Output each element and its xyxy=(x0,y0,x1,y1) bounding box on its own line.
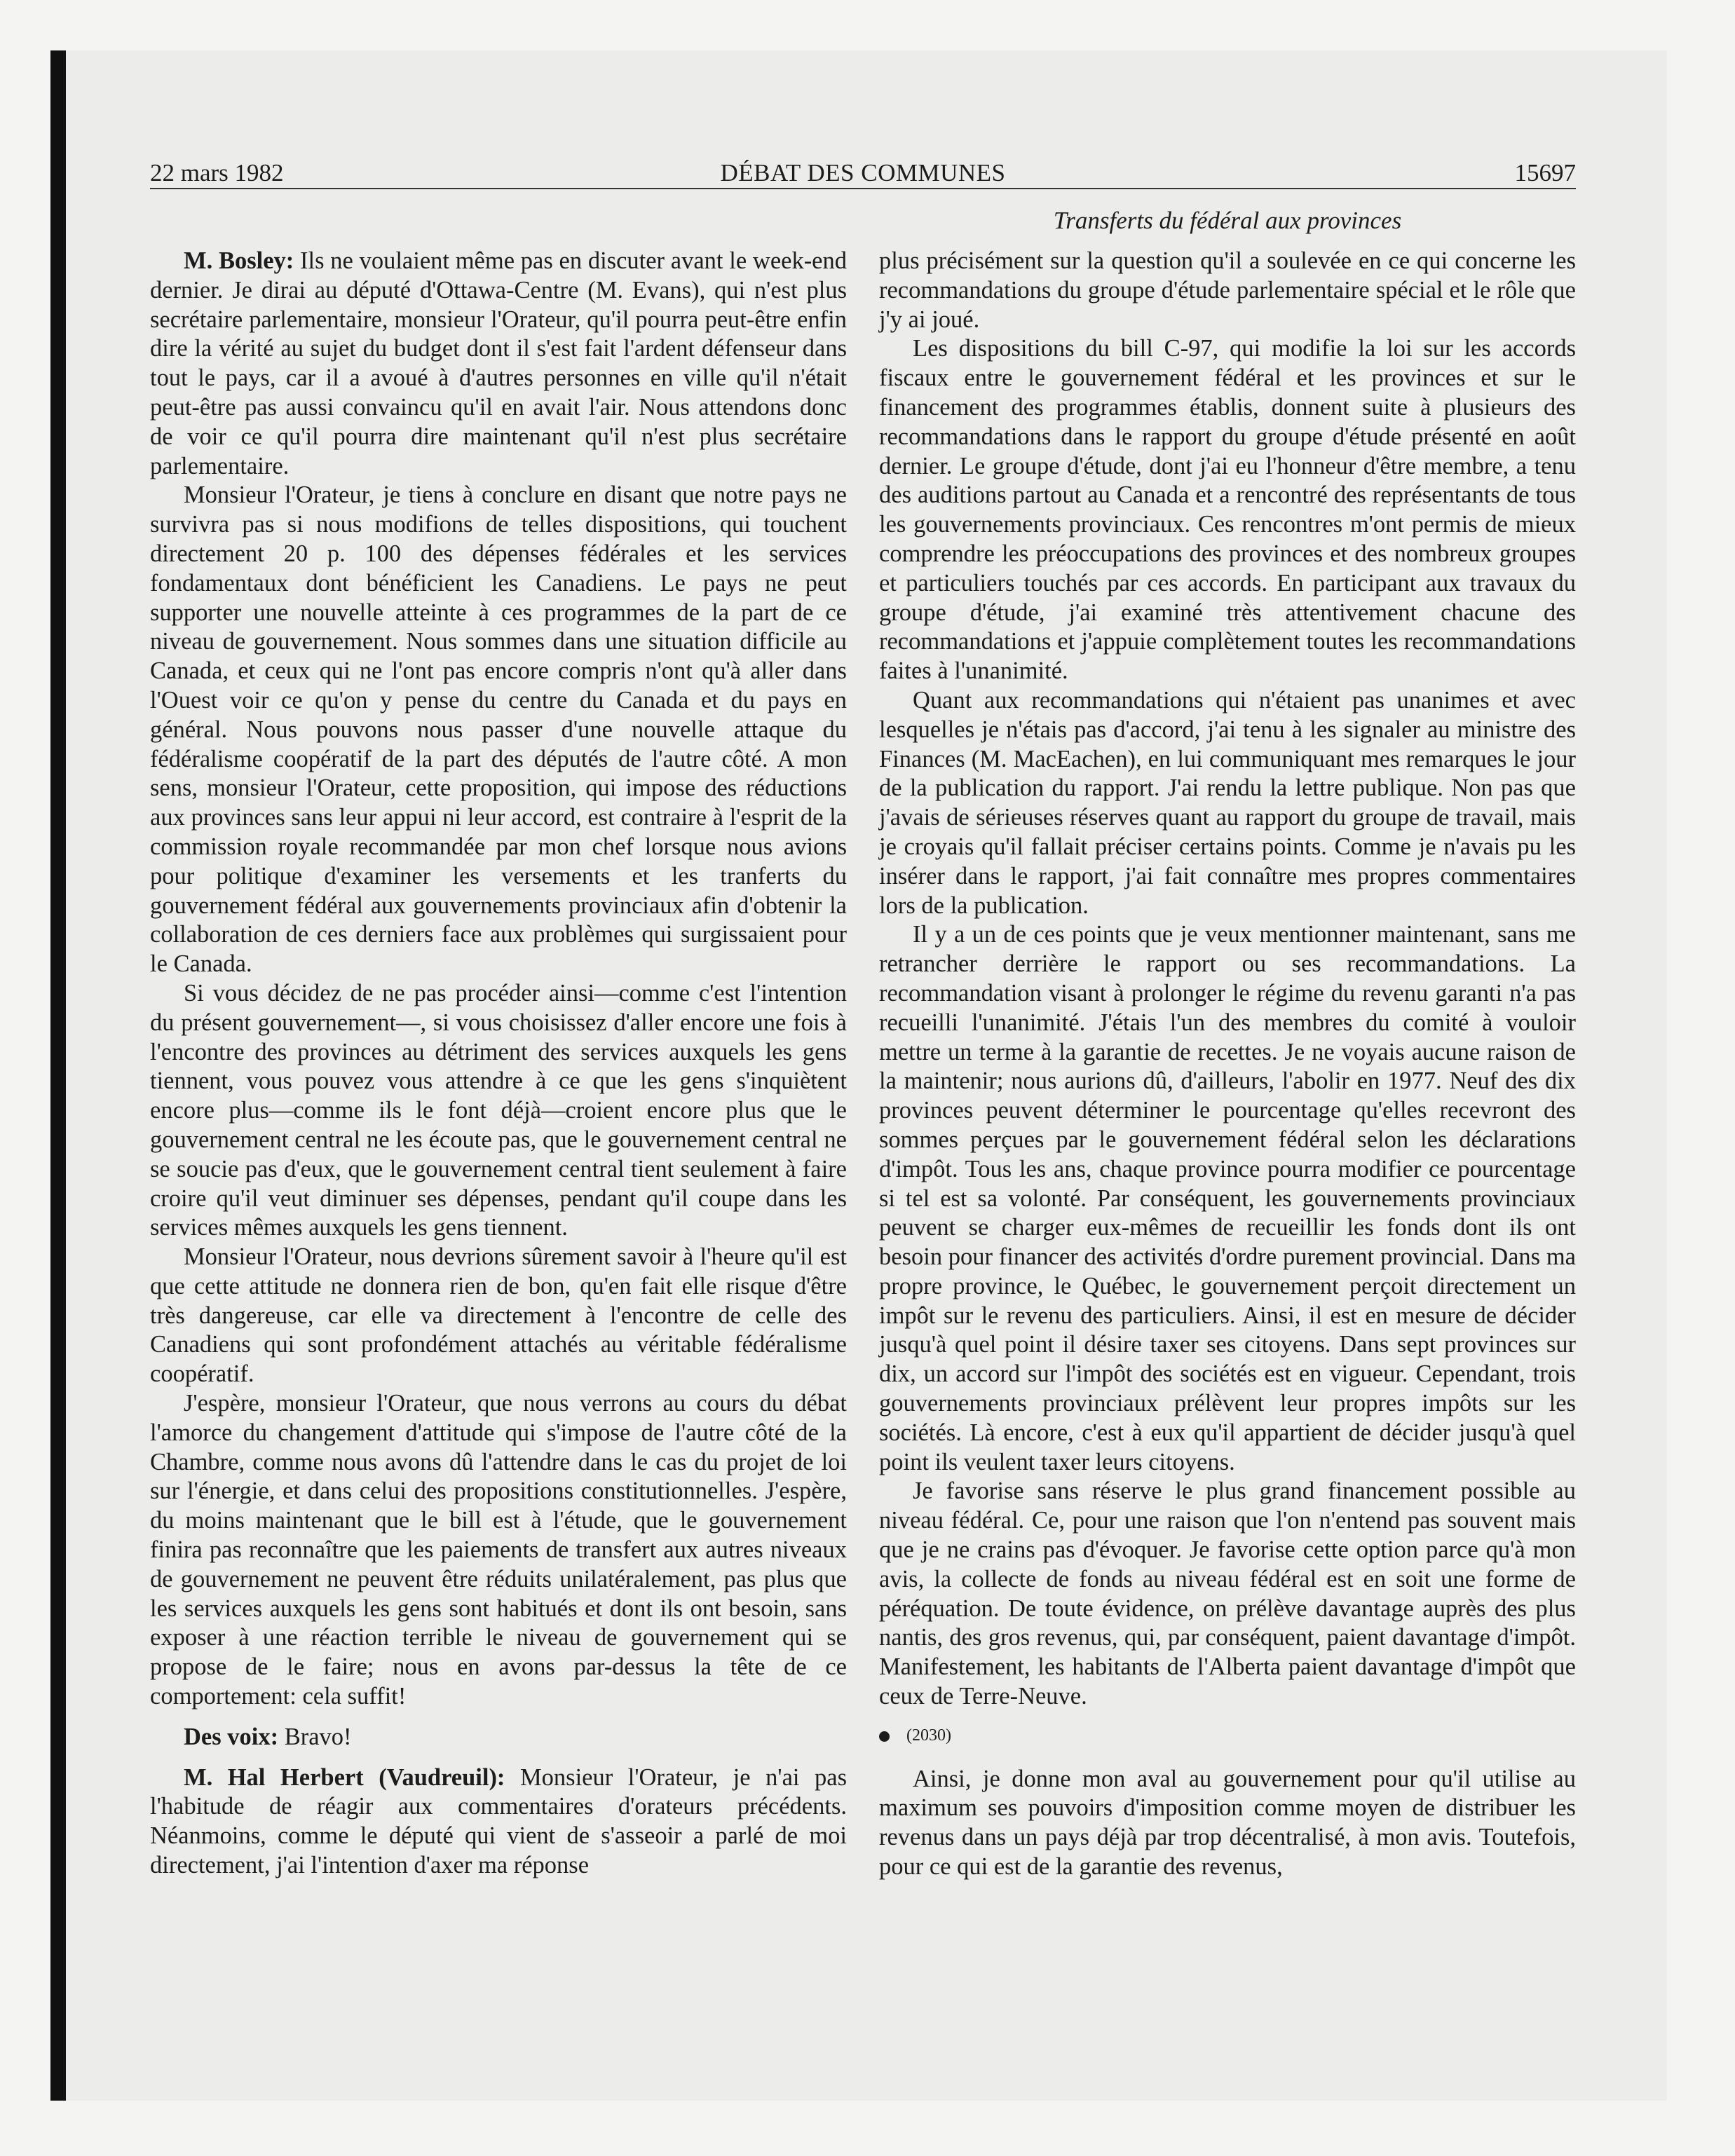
paragraph xyxy=(150,1723,847,1752)
paragraph: Si vous décidez de ne pas procéder ainsi—comme c'est l'intention du présent gouvernement—, si vous choisissez d'aller encore une fois à l'encontre des provinces au détriment des services auxquels les gens tiennent, vous pouvez vous attendre à ce que les gens s'inquiètent encore plus—comme ils le font déjà—croient encore plus que le gouvernement central ne les écoute pas, que le gouvernement central ne se soucie pas d'eux, que le gouvernement central tient seulement à faire croire qu'il veut diminuer ses dépenses, pendant qu'il coupe dans les services mêmes auxquels les gens tiennent. xyxy=(150,979,847,1241)
speaker-name: M. Bosley: xyxy=(184,247,294,274)
speech-text: Monsieur l'Orateur, je n'ai pas l'habitude de réagir aux commentaires d'orateurs précédents. Néanmoins, comme le député qui vient de s'asseoir a parlé de moi directement, j'ai l'intention d'axer ma réponse xyxy=(150,1763,848,1879)
left-column xyxy=(150,247,847,1881)
timestamp xyxy=(879,1721,1576,1751)
header-date: 22 mars 1982 xyxy=(150,159,284,186)
speaker-name: M. Hal Herbert (Vaudreuil): xyxy=(184,1763,505,1791)
speaker-name: Des voix: xyxy=(184,1723,279,1750)
timestamp-text: (2030) xyxy=(906,1726,951,1745)
paragraph xyxy=(150,247,847,481)
paragraph: Monsieur l'Orateur, nous devrions sûrement savoir à l'heure qu'il est que cette attitude ne donnera rien de bon, qu'en fait elle risque d'être très dangereuse, car elle va directement à l'encontre de celle des Canadiens qui sont profondément attachés au véritable fédéralisme coopératif. xyxy=(150,1243,847,1388)
paragraph: Il y a un de ces points que je veux mentionner maintenant, sans me retrancher derrière le rapport ou ses recommandations. La recommandation visant à prolonger le régime du revenu garanti n'a pas recueilli l'unanimité. J'étais l'un des membres du comité à vouloir mettre un terme à la garantie de recettes. Je ne voyais aucune raison de la maintenir; nous aurions dû, d'ailleurs, l'abolir en 1977. Neuf des dix provinces peuvent déterminer le pourcentage qu'elles recevront des sommes perçues par le gouvernement fédéral selon les déclarations d'impôt. Tous les ans, chaque province pourra modifier ce pourcentage si tel est sa volonté. Par conséquent, les gouvernements provinciaux peuvent se charger eux-mêmes de recueillir les fonds dont ils ont besoin pour financer des activités d'ordre purement provincial. Dans ma propre province, le Québec, le gouvernement perçoit directement un impôt sur le revenu des particuliers. Ainsi, il est en mesure de décider jusqu'à quel point il désire taxer ses citoyens. Dans sept provinces sur dix, un accord sur l'impôt des sociétés est en vigueur. Cependant, trois gouvernements provinciaux prélèvent leur propres impôts sur les sociétés. Là encore, c'est à eux qu'il appartient de décider jusqu'à quel point ils veulent taxer leurs citoyens. xyxy=(879,921,1576,1475)
header-rule xyxy=(150,188,1576,189)
header-page-number: 15697 xyxy=(1514,159,1576,186)
section-title: Transferts du fédéral aux provinces xyxy=(1053,207,1402,234)
paragraph: Quant aux recommandations qui n'étaient pas unanimes et avec lesquelles je n'étais pas d'accord, j'ai tenu à les signaler au ministre des Finances (M. MacEachen), en lui communiquant mes remarques le jour de la publication du rapport. J'ai rendu la lettre publique. Non pas que j'avais de sérieuses réserves quant au rapport du groupe de travail, mais je croyais qu'il fallait préciser certains points. Comme je n'avais pu les insérer dans le rapport, j'ai fait connaître mes propres commentaires lors de la publication. xyxy=(879,686,1576,919)
paragraph: Monsieur l'Orateur, je tiens à conclure en disant que notre pays ne survivra pas si nous modifions de telles dispositions, qui touchent directement 20 p. 100 des dépenses fédérales et les services fondamentaux dont bénéficient les Canadiens. Le pays ne peut supporter une nouvelle atteinte à ces programmes de la part de ce niveau de gouvernement. Nous sommes dans une situation difficile au Canada, et ceux qui ne l'ont pas encore compris n'ont qu'à aller dans l'Ouest voir ce qu'on y pense du centre du Canada et du pays en général. Nous pouvons nous passer d'une nouvelle attaque du fédéralisme coopératif de la part des députés de l'autre côté. A mon sens, monsieur l'Orateur, cette proposition, qui impose des réductions aux provinces sans leur appui ni leur accord, est contraire à l'esprit de la commission royale recommandée par mon chef lorsque nous avions pour politique d'examiner les versements et les tranferts du gouvernement fédéral aux gouvernements provinciaux afin d'obtenir la collaboration de ces derniers face aux problèmes qui surgissaient pour le Canada. xyxy=(150,482,847,978)
paragraph: plus précisément sur la question qu'il a soulevée en ce qui concerne les recommandations du groupe d'étude parlementaire spécial et le rôle que j'y ai joué. xyxy=(879,247,1576,333)
paragraph: Je favorise sans réserve le plus grand financement possible au niveau fédéral. Ce, pour une raison que l'on n'entend pas souvent mais que je ne crains pas d'évoquer. Je favorise cette option parce qu'à mon avis, la collecte de fonds au niveau fédéral est en soit une forme de péréquation. De toute évidence, on prélève davantage auprès des plus nantis, des gros revenus, qui, par conséquent, paient davantage d'impôt. Manifestement, les habitants de l'Alberta paient davantage d'impôt que ceux de Terre-Neuve. xyxy=(879,1478,1576,1710)
page-header xyxy=(150,156,1576,191)
speech-text: Bravo! xyxy=(278,1723,352,1750)
paragraph: Les dispositions du bill C-97, qui modifie la loi sur les accords fiscaux entre le gouvernement fédéral et les provinces et sur le financement des programmes établis, donnent suite à plusieurs des recommandations dans le rapport du groupe d'étude présenté en août dernier. Le groupe d'étude, dont j'ai eu l'honneur d'être membre, a tenu des auditions partout au Canada et a rencontré des représentants de tous les gouvernements provinciaux. Ces rencontres m'ont permis de mieux comprendre les préoccupations des provinces et des nombreux groupes et particuliers touchés par ces accords. En participant aux travaux du groupe d'étude, j'ai examiné très attentivement chacune des recommandations et j'appuie complètement toutes les recommandations faites à l'unanimité. xyxy=(879,335,1576,685)
scan-edge xyxy=(50,50,66,2101)
paragraph: Ainsi, je donne mon aval au gouvernement pour qu'il utilise au maximum ses pouvoirs d'imposition comme moyen de distribuer les revenus dans un pays déjà par trop décentralisé, à mon avis. Toutefois, pour ce qui est de la garantie des revenus, xyxy=(879,1765,1576,1881)
speech-text: Ils ne voulaient même pas en discuter avant le week-end dernier. Je dirai au député d'Ottawa-Centre (M. Evans), qui n'est plus secrétaire parlementaire, monsieur l'Orateur, qu'il pourra peut-être enfin dire la vérité au sujet du budget dont il s'est fait l'ardent défenseur dans tout le pays, car il a avoué à d'autres personnes en ville qu'il n'était peut-être pas aussi convaincu qu'il en avait l'air. Nous attendons donc de voir ce qu'il pourra dire maintenant qu'il n'est plus secrétaire parlementaire. xyxy=(150,247,847,479)
paragraph: J'espère, monsieur l'Orateur, que nous verrons au cours du débat l'amorce du changement d'attitude qui s'impose de l'autre côté de la Chambre, comme nous avons dû l'attendre dans le cas du projet de loi sur l'énergie, et dans celui des propositions constitutionnelles. J'espère, du moins maintenant que le bill est à l'étude, que le gouvernement finira pas reconnaître que les paiements de transfert aux autres niveaux de gouvernement ne peuvent être réduits unilatéralement, pas plus que les services auxquels les gens sont habitués et dont ils ont besoin, sans exposer à une réaction terrible le niveau de gouvernement qui se propose de le faire; nous en avons par-dessus la tête de ce comportement: cela suffit! xyxy=(150,1390,847,1710)
header-title: DÉBAT DES COMMUNES xyxy=(720,159,1006,186)
paragraph xyxy=(150,1763,847,1881)
right-column xyxy=(879,247,1576,1882)
bullet-icon xyxy=(879,1731,890,1742)
